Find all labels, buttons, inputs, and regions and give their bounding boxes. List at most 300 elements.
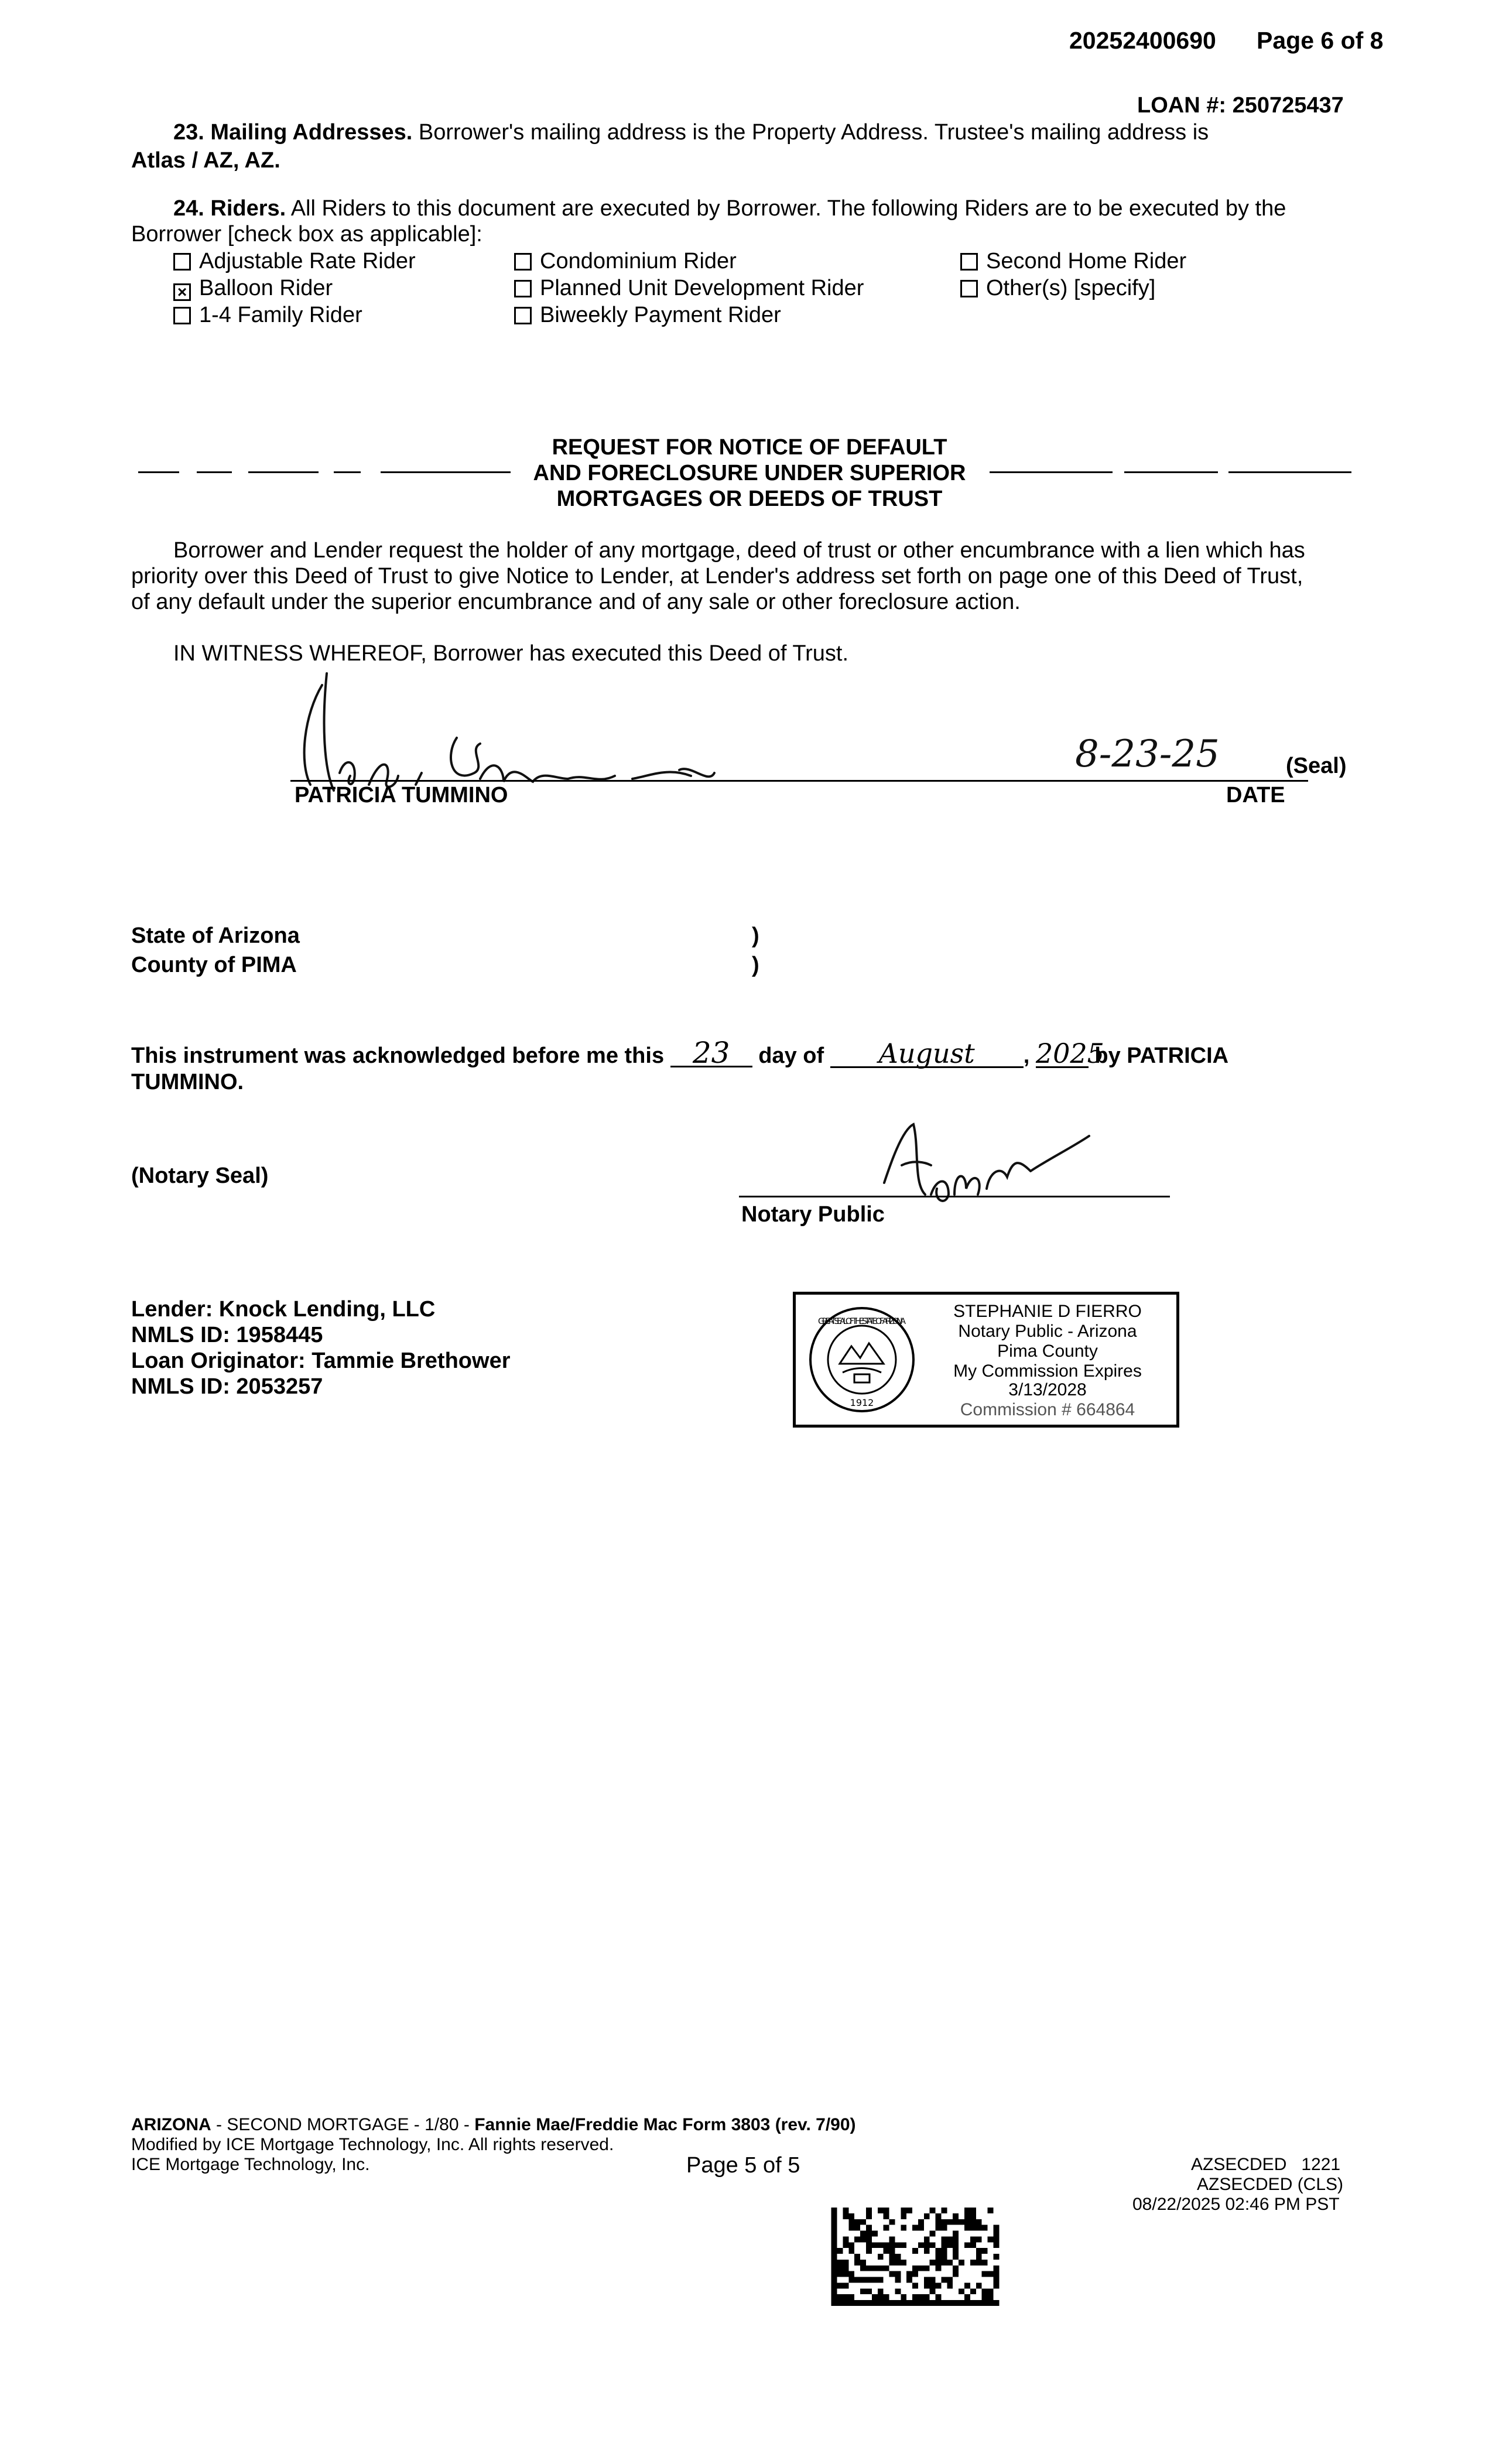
stamp-commission-number: Commission # 664864 xyxy=(960,1400,1135,1419)
barcode-module xyxy=(947,2277,953,2283)
section-24-text-2: Borrower [check box as applicable]: xyxy=(131,222,482,247)
barcode-module xyxy=(941,2242,947,2248)
barcode-module xyxy=(970,2242,976,2248)
document-number: 20252400690 xyxy=(1069,27,1216,54)
rider-other[interactable] xyxy=(960,275,1155,301)
barcode-module xyxy=(964,2225,970,2231)
barcode-module xyxy=(837,2271,843,2277)
barcode-module xyxy=(930,2288,936,2294)
barcode-module xyxy=(924,2248,930,2254)
request-body-line2: priority over this Deed of Trust to give Notice to Lender, at Lender's address set forth on page one of this Deed of Trust, xyxy=(131,564,1303,588)
barcode-module xyxy=(993,2231,999,2237)
lender-name: Lender: Knock Lending, LLC xyxy=(131,1297,436,1322)
footer-code1: AZSECDED 1221 xyxy=(1191,2155,1341,2174)
originator-nmls: NMLS ID: 2053257 xyxy=(131,1374,323,1399)
barcode-module xyxy=(947,2219,953,2225)
barcode-module xyxy=(988,2288,994,2294)
notary-paren-2: ) xyxy=(752,953,759,977)
barcode-module xyxy=(866,2236,872,2242)
barcode-module xyxy=(988,2271,994,2277)
stamp-commission: My Commission Expires xyxy=(953,1361,1142,1381)
barcode-module xyxy=(970,2288,976,2294)
loan-number: 250725437 xyxy=(1232,93,1344,118)
barcode-module xyxy=(837,2282,843,2288)
barcode-module xyxy=(924,2300,930,2306)
barcode-module xyxy=(889,2242,895,2248)
barcode-module xyxy=(930,2260,936,2265)
footer-timestamp: 08/22/2025 02:46 PM PST xyxy=(1132,2195,1340,2214)
checkbox-biweekly[interactable] xyxy=(514,307,532,324)
checkbox-adjustable-rate[interactable] xyxy=(173,253,191,271)
barcode-module xyxy=(918,2225,924,2231)
barcode-module xyxy=(843,2208,848,2213)
seal-label: (Seal) xyxy=(1286,754,1347,778)
barcode-module xyxy=(837,2260,843,2265)
barcode-module xyxy=(953,2219,959,2225)
barcode-module xyxy=(976,2260,982,2265)
barcode-module xyxy=(843,2213,848,2219)
barcode-module xyxy=(941,2300,947,2306)
barcode-module xyxy=(831,2271,837,2277)
barcode-module xyxy=(993,2277,999,2283)
barcode-module xyxy=(889,2271,895,2277)
barcode-module xyxy=(860,2277,866,2283)
barcode-module xyxy=(866,2213,872,2219)
checkbox-balloon-checked[interactable]: × xyxy=(173,283,191,301)
rider-label: Balloon Rider xyxy=(199,276,333,300)
barcode-module xyxy=(831,2260,837,2265)
request-title-line1: REQUEST FOR NOTICE OF DEFAULT xyxy=(552,435,947,460)
barcode-module xyxy=(843,2271,848,2277)
barcode-module xyxy=(884,2300,889,2306)
barcode-module xyxy=(854,2277,860,2283)
barcode-module xyxy=(924,2213,930,2219)
barcode-module xyxy=(895,2277,901,2283)
barcode-module xyxy=(848,2271,854,2277)
barcode-module xyxy=(970,2219,976,2225)
barcode-module xyxy=(936,2260,942,2265)
stamp-county: Pima County xyxy=(997,1341,1098,1361)
barcode-module xyxy=(936,2294,942,2300)
barcode-module xyxy=(976,2300,982,2306)
barcode-module xyxy=(976,2254,982,2260)
request-title-line3: MORTGAGES OR DEEDS OF TRUST xyxy=(556,487,943,511)
datamatrix-barcode xyxy=(830,2208,1000,2306)
divider-segment xyxy=(248,471,319,473)
barcode-module xyxy=(884,2225,889,2231)
barcode-module xyxy=(906,2277,912,2283)
barcode-module xyxy=(982,2294,988,2300)
checkbox-1-4-family[interactable] xyxy=(173,307,191,324)
barcode-module xyxy=(843,2242,848,2248)
borrower-name: PATRICIA TUMMINO xyxy=(295,783,508,807)
barcode-module xyxy=(884,2208,889,2213)
barcode-module xyxy=(895,2242,901,2248)
rider-pud[interactable] xyxy=(514,275,864,301)
barcode-module xyxy=(878,2242,884,2248)
barcode-module xyxy=(843,2294,848,2300)
barcode-module xyxy=(872,2294,878,2300)
barcode-module xyxy=(860,2288,866,2294)
barcode-module xyxy=(854,2254,860,2260)
barcode-module xyxy=(970,2208,976,2213)
barcode-module xyxy=(959,2288,964,2294)
barcode-module xyxy=(872,2300,878,2306)
barcode-module xyxy=(843,2282,848,2288)
barcode-module xyxy=(976,2248,982,2254)
barcode-module xyxy=(982,2248,988,2254)
barcode-module xyxy=(884,2265,889,2271)
barcode-module xyxy=(964,2300,970,2306)
rider-condominium[interactable] xyxy=(514,248,737,274)
rider-label: Adjustable Rate Rider xyxy=(199,249,416,273)
barcode-module xyxy=(884,2213,889,2219)
barcode-module xyxy=(993,2282,999,2288)
footer-state: ARIZONA xyxy=(131,2115,211,2134)
barcode-module xyxy=(930,2242,936,2248)
date-label: DATE xyxy=(1226,783,1285,807)
barcode-module xyxy=(831,2265,837,2271)
section-23-line xyxy=(173,119,1209,145)
barcode-module xyxy=(895,2288,901,2294)
barcode-module xyxy=(993,2236,999,2242)
barcode-module xyxy=(941,2277,947,2283)
barcode-module xyxy=(953,2254,959,2260)
notary-signature-line xyxy=(739,1196,1170,1197)
request-title-line2: AND FORECLOSURE UNDER SUPERIOR xyxy=(533,461,966,485)
barcode-module xyxy=(964,2213,970,2219)
barcode-module xyxy=(901,2208,906,2213)
barcode-module xyxy=(988,2300,994,2306)
barcode-module xyxy=(912,2225,918,2231)
barcode-module xyxy=(860,2265,866,2271)
barcode-module xyxy=(941,2236,947,2242)
rider-label: 1-4 Family Rider xyxy=(199,303,362,327)
barcode-module xyxy=(941,2219,947,2225)
barcode-module xyxy=(993,2254,999,2260)
footer-form-name: Fannie Mae/Freddie Mac Form 3803 (rev. 7/90) xyxy=(474,2115,856,2134)
barcode-module xyxy=(953,2242,959,2248)
barcode-module xyxy=(837,2265,843,2271)
ack-prefix: This instrument was acknowledged before me this xyxy=(131,1043,665,1068)
notary-public-label: Notary Public xyxy=(741,1202,885,1227)
barcode-module xyxy=(947,2300,953,2306)
rider-balloon[interactable] xyxy=(173,275,333,301)
barcode-module xyxy=(895,2300,901,2306)
witness-statement: IN WITNESS WHEREOF, Borrower has executed this Deed of Trust. xyxy=(173,641,849,666)
divider-segment xyxy=(138,471,179,473)
barcode-module xyxy=(964,2294,970,2300)
checkbox-second-home[interactable] xyxy=(960,253,978,271)
checkbox-other[interactable] xyxy=(960,280,978,297)
barcode-module xyxy=(953,2265,959,2271)
barcode-module xyxy=(982,2271,988,2277)
barcode-module xyxy=(878,2294,884,2300)
barcode-module xyxy=(872,2277,878,2283)
barcode-module xyxy=(970,2260,976,2265)
ack-day: 23 xyxy=(670,1040,752,1067)
barcode-module xyxy=(866,2248,872,2254)
barcode-module xyxy=(970,2236,976,2242)
rider-label: Other(s) [specify] xyxy=(986,276,1156,300)
barcode-module xyxy=(924,2282,930,2288)
barcode-module xyxy=(953,2236,959,2242)
barcode-module xyxy=(953,2248,959,2254)
barcode-module xyxy=(976,2225,982,2231)
barcode-module xyxy=(878,2300,884,2306)
barcode-module xyxy=(918,2265,924,2271)
barcode-module xyxy=(860,2236,866,2242)
barcode-module xyxy=(866,2288,872,2294)
barcode-module xyxy=(889,2236,895,2242)
barcode-module xyxy=(843,2265,848,2271)
barcode-module xyxy=(941,2248,947,2254)
loan-originator: Loan Originator: Tammie Brethower xyxy=(131,1349,511,1373)
barcode-module xyxy=(878,2208,884,2213)
section-24-text: All Riders to this document are executed by Borrower. The following Riders are to be executed by the xyxy=(290,196,1286,221)
barcode-module xyxy=(901,2294,906,2300)
barcode-module xyxy=(918,2219,924,2225)
borrower-signature-image xyxy=(281,668,750,796)
barcode-module xyxy=(947,2282,953,2288)
notary-signature-image xyxy=(878,1113,1124,1206)
ack-name-continued: TUMMINO. xyxy=(131,1070,244,1094)
divider-segment xyxy=(334,471,361,473)
rider-second-home[interactable] xyxy=(960,248,1186,274)
barcode-module xyxy=(936,2225,942,2231)
barcode-module xyxy=(901,2242,906,2248)
barcode-module xyxy=(953,2300,959,2306)
barcode-module xyxy=(924,2236,930,2242)
barcode-module xyxy=(831,2225,837,2231)
footer-form-line xyxy=(131,2115,856,2135)
barcode-module xyxy=(924,2294,930,2300)
barcode-module xyxy=(889,2300,895,2306)
barcode-module xyxy=(936,2254,942,2260)
barcode-module xyxy=(918,2242,924,2248)
ack-day-of: day of xyxy=(758,1043,824,1068)
barcode-module xyxy=(964,2219,970,2225)
loan-number-line xyxy=(1137,93,1344,118)
signature-line xyxy=(290,780,1308,782)
barcode-module xyxy=(895,2260,901,2265)
barcode-module xyxy=(901,2213,906,2219)
barcode-module xyxy=(848,2242,854,2248)
barcode-module xyxy=(831,2294,837,2300)
barcode-module xyxy=(941,2225,947,2231)
barcode-module xyxy=(953,2213,959,2219)
barcode-module xyxy=(918,2294,924,2300)
barcode-module xyxy=(831,2242,837,2248)
barcode-module xyxy=(993,2242,999,2248)
barcode-module xyxy=(993,2225,999,2231)
barcode-module xyxy=(936,2219,942,2225)
barcode-module xyxy=(866,2242,872,2248)
barcode-module xyxy=(831,2236,837,2242)
barcode-module xyxy=(930,2277,936,2283)
barcode-module xyxy=(941,2254,947,2260)
rider-adjustable-rate[interactable] xyxy=(173,248,416,274)
rider-1-4-family[interactable] xyxy=(173,302,362,328)
rider-label: Planned Unit Development Rider xyxy=(540,276,864,300)
barcode-module xyxy=(912,2271,918,2277)
barcode-module xyxy=(831,2300,837,2306)
barcode-module xyxy=(831,2208,837,2213)
barcode-module xyxy=(970,2225,976,2231)
section-23-title: Mailing Addresses. xyxy=(210,120,413,145)
barcode-module xyxy=(895,2271,901,2277)
request-body-line1: Borrower and Lender request the holder of any mortgage, deed of trust or other encumbrance with a lien which has xyxy=(173,538,1305,563)
footer-form-mid: - SECOND MORTGAGE - 1/80 - xyxy=(211,2115,475,2134)
notary-state: State of Arizona xyxy=(131,923,300,948)
barcode-module xyxy=(866,2300,872,2306)
barcode-module xyxy=(947,2242,953,2248)
barcode-module xyxy=(878,2277,884,2283)
barcode-module xyxy=(872,2231,878,2237)
barcode-module xyxy=(854,2260,860,2265)
barcode-module xyxy=(831,2288,837,2294)
footer-company: ICE Mortgage Technology, Inc. xyxy=(131,2155,370,2174)
barcode-module xyxy=(976,2219,982,2225)
barcode-module xyxy=(866,2225,872,2231)
barcode-module xyxy=(947,2236,953,2242)
barcode-module xyxy=(941,2208,947,2213)
barcode-module xyxy=(936,2248,942,2254)
notary-stamp xyxy=(793,1292,1179,1428)
seal-year: 1912 xyxy=(850,1397,874,1408)
barcode-module xyxy=(930,2282,936,2288)
barcode-module xyxy=(988,2236,994,2242)
barcode-module xyxy=(993,2265,999,2271)
handwritten-date: 8-23-25 xyxy=(1075,733,1220,776)
barcode-module xyxy=(912,2294,918,2300)
barcode-module xyxy=(970,2300,976,2306)
barcode-module xyxy=(831,2277,837,2283)
barcode-module xyxy=(843,2236,848,2242)
barcode-module xyxy=(936,2213,942,2219)
barcode-module xyxy=(953,2271,959,2277)
barcode-module xyxy=(906,2271,912,2277)
trustee-address: Atlas / AZ, AZ. xyxy=(131,148,280,173)
barcode-module xyxy=(848,2294,854,2300)
ack-by-name: by PATRICIA xyxy=(1094,1043,1229,1068)
barcode-module xyxy=(854,2219,860,2225)
barcode-module xyxy=(837,2300,843,2306)
barcode-module xyxy=(959,2300,964,2306)
barcode-module xyxy=(924,2265,930,2271)
notary-seal-label: (Notary Seal) xyxy=(131,1163,269,1188)
barcode-module xyxy=(884,2248,889,2254)
arizona-seal-icon xyxy=(807,1305,916,1414)
footer-modified: Modified by ICE Mortgage Technology, Inc. All rights reserved. xyxy=(131,2135,614,2154)
barcode-module xyxy=(860,2219,866,2225)
barcode-module xyxy=(848,2277,854,2283)
barcode-module xyxy=(843,2260,848,2265)
ack-comma: , xyxy=(1023,1043,1030,1068)
seal-ring-text: GREAT SEAL OF THE STATE OF ARIZONA xyxy=(818,1317,906,1326)
footer-page: Page 5 of 5 xyxy=(686,2153,800,2178)
barcode-module xyxy=(964,2208,970,2213)
barcode-module xyxy=(831,2213,837,2219)
barcode-module xyxy=(848,2300,854,2306)
rider-biweekly[interactable] xyxy=(514,302,781,328)
barcode-module xyxy=(988,2294,994,2300)
barcode-module xyxy=(906,2300,912,2306)
barcode-module xyxy=(982,2260,988,2265)
barcode-module xyxy=(953,2231,959,2237)
barcode-module xyxy=(866,2277,872,2283)
barcode-module xyxy=(848,2219,854,2225)
barcode-module xyxy=(976,2282,982,2288)
barcode-module xyxy=(988,2208,994,2213)
divider-segment xyxy=(990,471,1113,473)
barcode-module xyxy=(831,2248,837,2254)
barcode-module xyxy=(906,2208,912,2213)
checkbox-condominium[interactable] xyxy=(514,253,532,271)
barcode-module xyxy=(878,2265,884,2271)
barcode-module xyxy=(889,2219,895,2225)
barcode-module xyxy=(901,2225,906,2231)
barcode-module xyxy=(837,2294,843,2300)
barcode-module xyxy=(843,2300,848,2306)
barcode-module xyxy=(889,2248,895,2254)
barcode-module xyxy=(964,2282,970,2288)
barcode-module xyxy=(964,2242,970,2248)
page-indicator: Page 6 of 8 xyxy=(1257,27,1384,54)
barcode-module xyxy=(848,2225,854,2231)
divider-segment xyxy=(381,471,511,473)
rider-label: Biweekly Payment Rider xyxy=(540,303,781,327)
checkbox-pud[interactable] xyxy=(514,280,532,297)
lender-nmls: NMLS ID: 1958445 xyxy=(131,1323,323,1347)
barcode-module xyxy=(884,2242,889,2248)
section-23-text: Borrower's mailing address is the Property Address. Trustee's mailing address is xyxy=(418,120,1209,145)
divider-segment xyxy=(197,471,232,473)
rider-label: Second Home Rider xyxy=(986,249,1187,273)
barcode-module xyxy=(941,2260,947,2265)
barcode-module xyxy=(831,2231,837,2237)
barcode-module xyxy=(878,2254,884,2260)
notary-county: County of PIMA xyxy=(131,953,297,977)
barcode-module xyxy=(901,2300,906,2306)
barcode-module xyxy=(854,2300,860,2306)
barcode-module xyxy=(831,2219,837,2225)
stamp-expires: 3/13/2028 xyxy=(1008,1380,1087,1399)
barcode-module xyxy=(970,2213,976,2219)
barcode-module xyxy=(884,2294,889,2300)
barcode-module xyxy=(889,2254,895,2260)
divider-segment xyxy=(1124,471,1218,473)
barcode-module xyxy=(854,2225,860,2231)
stamp-name: STEPHANIE D FIERRO xyxy=(953,1302,1142,1321)
footer-code2: AZSECDED (CLS) xyxy=(1197,2175,1344,2194)
barcode-module xyxy=(866,2208,872,2213)
notary-paren-1: ) xyxy=(752,923,759,948)
barcode-module xyxy=(848,2213,854,2219)
barcode-module xyxy=(930,2208,936,2213)
barcode-module xyxy=(854,2236,860,2242)
barcode-module xyxy=(924,2242,930,2248)
section-23-number: 23. xyxy=(173,120,204,145)
barcode-module xyxy=(912,2282,918,2288)
barcode-module xyxy=(889,2260,895,2265)
barcode-module xyxy=(895,2254,901,2260)
barcode-module xyxy=(860,2300,866,2306)
barcode-module xyxy=(848,2248,854,2254)
barcode-module xyxy=(918,2300,924,2306)
barcode-module xyxy=(959,2219,964,2225)
barcode-module xyxy=(959,2260,964,2265)
